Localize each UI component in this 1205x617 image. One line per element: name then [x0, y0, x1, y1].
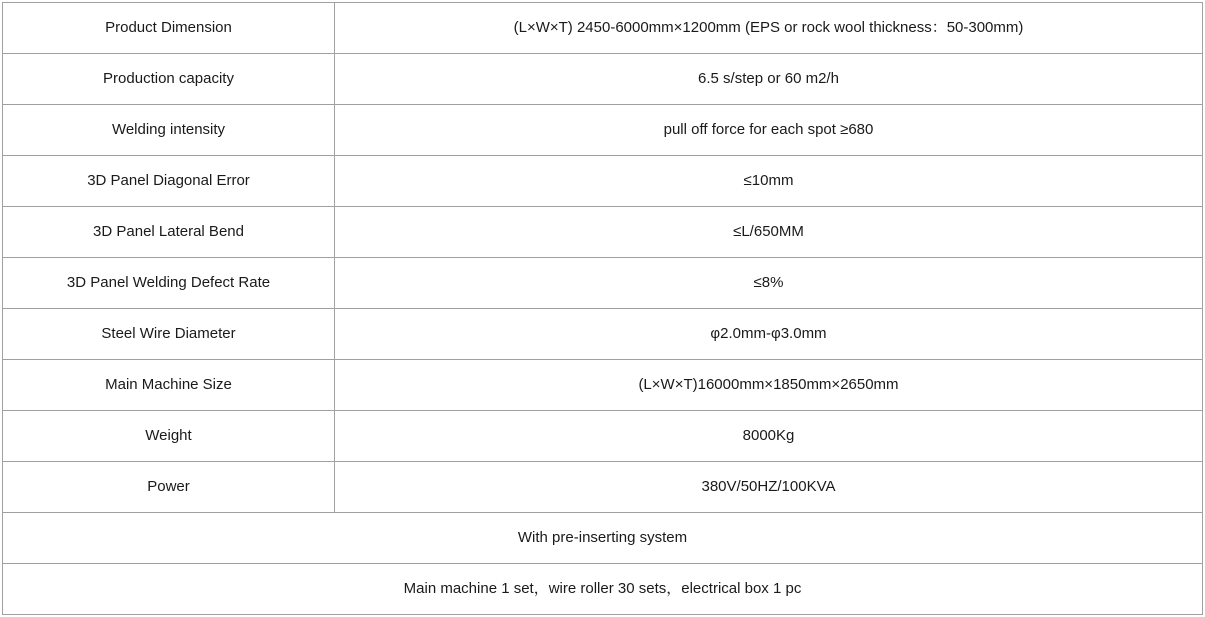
spec-value: ≤10mm: [335, 156, 1203, 207]
spec-table: [2, 2, 1203, 615]
spec-label: 3D Panel Lateral Bend: [3, 207, 335, 258]
spec-label: 3D Panel Diagonal Error: [3, 156, 335, 207]
spec-label: Production capacity: [3, 54, 335, 105]
spec-label: Main Machine Size: [3, 360, 335, 411]
table-row: [3, 258, 1203, 309]
table-row: [3, 156, 1203, 207]
table-row: [3, 360, 1203, 411]
table-row: [3, 3, 1203, 54]
spec-label: Welding intensity: [3, 105, 335, 156]
spec-label: Weight: [3, 411, 335, 462]
table-row: [3, 309, 1203, 360]
spec-value: ≤L/650MM: [335, 207, 1203, 258]
spec-label: Power: [3, 462, 335, 513]
spec-value: pull off force for each spot ≥680: [335, 105, 1203, 156]
spec-value: 380V/50HZ/100KVA: [335, 462, 1203, 513]
table-row: [3, 462, 1203, 513]
note-cell: Main machine 1 set，wire roller 30 sets，electrical box 1 pc: [3, 564, 1203, 615]
table-row: [3, 207, 1203, 258]
table-row: [3, 54, 1203, 105]
spec-value: (L×W×T)16000mm×1850mm×2650mm: [335, 360, 1203, 411]
spec-value: ≤8%: [335, 258, 1203, 309]
spec-value: 8000Kg: [335, 411, 1203, 462]
spec-value: 6.5 s/step or 60 m2/h: [335, 54, 1203, 105]
table-row: [3, 564, 1203, 615]
spec-label: 3D Panel Welding Defect Rate: [3, 258, 335, 309]
spec-label: Product Dimension: [3, 3, 335, 54]
table-row: [3, 411, 1203, 462]
note-cell: With pre-inserting system: [3, 513, 1203, 564]
table-row: [3, 513, 1203, 564]
spec-value: (L×W×T) 2450-6000mm×1200mm (EPS or rock wool thickness：50-300mm): [335, 3, 1203, 54]
spec-label: Steel Wire Diameter: [3, 309, 335, 360]
table-row: [3, 105, 1203, 156]
spec-value: φ2.0mm-φ3.0mm: [335, 309, 1203, 360]
